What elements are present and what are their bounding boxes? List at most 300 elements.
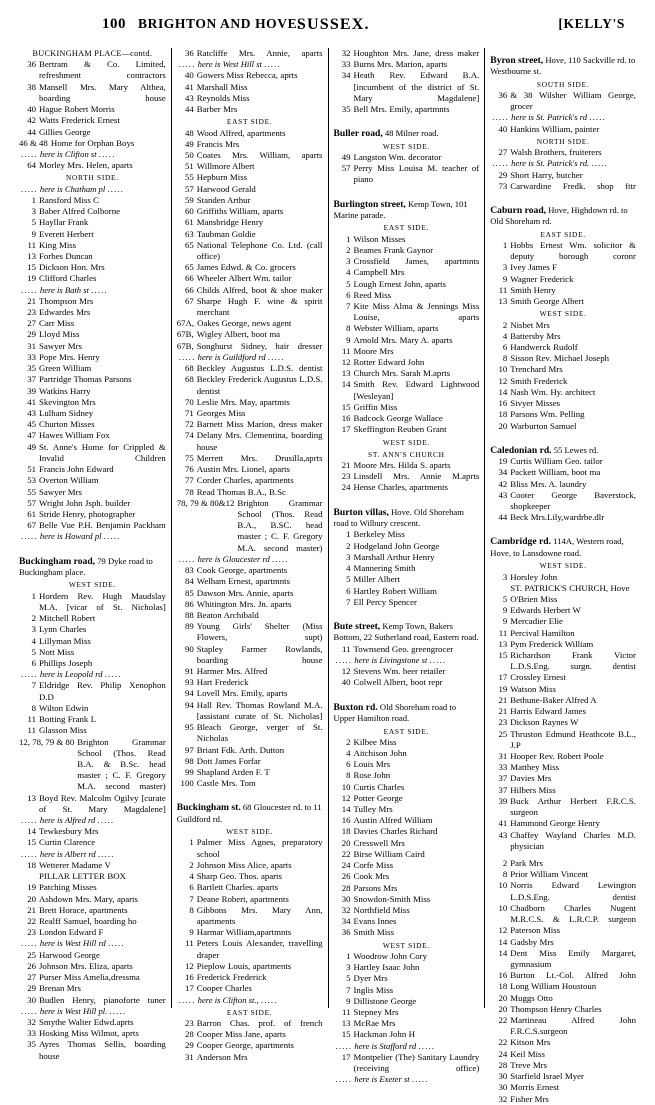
leader-dots-left: ..... — [335, 1040, 353, 1051]
entry-text: Ratcliffe Mrs. Annie, aparts — [196, 48, 323, 58]
directory-entry — [334, 804, 480, 815]
entry-number: 50 — [184, 149, 194, 160]
entry-number: 5 — [31, 646, 36, 657]
entry-text: Harwood Gerald — [196, 183, 256, 194]
entry-number: 51 — [27, 464, 36, 475]
directory-entry — [19, 307, 166, 318]
entry-number: 41 — [184, 81, 194, 92]
directory-entry — [490, 387, 636, 398]
entry-text: Thompson Henry Charles — [510, 1003, 602, 1014]
entry-number: 40 — [498, 123, 508, 134]
directory-entry — [177, 82, 323, 93]
entry-number: 31 — [498, 751, 508, 761]
entry-number: 17 — [184, 983, 194, 994]
entry-number: 100 — [180, 778, 194, 789]
entry-text: Francis Mrs — [196, 138, 240, 149]
entry-number: 14 — [341, 379, 351, 390]
entry-text: Forbes Duncan — [39, 250, 93, 261]
running-head-left: BRIGHTON AND HOVE. — [138, 16, 302, 31]
entry-number: 49 — [341, 151, 351, 162]
entry-text: Carwardine Fredk. shop fttr — [510, 180, 636, 191]
entry-number: 16 — [498, 398, 508, 409]
entry-number: 18 — [27, 859, 36, 870]
cross-street-label: here is Stafford rd — [352, 1040, 419, 1051]
entry-number: 39 — [498, 795, 508, 806]
entry-text: Muggs Otto — [510, 992, 553, 1003]
entry-number: 30 — [498, 1071, 508, 1082]
entry-text: Botting Frank L — [39, 714, 97, 725]
entry-number: 20 — [498, 992, 508, 1003]
entry-number: 22 — [341, 848, 351, 859]
entry-text: National Telephone Co. Ltd. (call office) — [196, 239, 323, 261]
entry-text: Crossfield James, apartmnts — [353, 256, 480, 267]
directory-entry — [177, 576, 323, 587]
entry-number: 32 — [341, 905, 351, 915]
directory-entry — [19, 613, 166, 624]
column-3 — [328, 48, 485, 1085]
directory-entry — [334, 962, 480, 973]
directory-entry — [490, 796, 636, 818]
entry-text: Dillistone George — [353, 995, 417, 1006]
entry-text: Skeffington Reuben Grant — [353, 424, 447, 435]
entry-text: Mercadier Elie — [510, 616, 563, 627]
entry-text: Cooper George, apartments — [196, 1040, 294, 1051]
entry-number: 27 — [498, 147, 508, 158]
leader-dots-left: ..... — [21, 148, 38, 159]
entry-text: Briant Fdk. Arth. Dutton — [196, 744, 285, 755]
entry-text: Stevens Wm. beer retailer — [353, 666, 446, 677]
entry-number: 70 — [184, 396, 194, 407]
directory-entry — [177, 296, 323, 318]
directory-entry — [177, 871, 323, 882]
entry-text: Heath Rev. Edward B.A. [incumbent of the district of St. Mary Magdalene] — [353, 70, 480, 103]
leader-dots-right: ..... — [97, 815, 115, 826]
entry-number: 18 — [498, 981, 508, 992]
cross-street-note — [19, 285, 166, 296]
directory-entry — [19, 871, 166, 882]
street-description: Hove. Old Shoreham road to Wilbury crescent. — [333, 506, 464, 529]
entry-number: 66 — [184, 273, 194, 284]
directory-entry — [490, 262, 636, 273]
entry-number: 14 — [498, 386, 508, 397]
entry-text: Hooper Rev. Robert Poole — [510, 751, 604, 761]
entry-text: Crossley Ernest — [510, 672, 566, 683]
directory-entry — [334, 335, 480, 346]
directory-entry — [490, 147, 636, 158]
entry-text: Thompson Mrs — [39, 295, 94, 306]
entry-number: 30 — [498, 1082, 508, 1093]
entry-text: Austin Alfred William — [353, 815, 433, 826]
entry-number: 26 — [341, 871, 351, 882]
entry-number: 9 — [502, 605, 508, 616]
directory-entry — [19, 680, 166, 702]
directory-entry — [334, 290, 480, 301]
directory-entry — [334, 234, 480, 245]
directory-entry — [177, 882, 323, 893]
entry-text: Parsons Mrs — [353, 882, 398, 893]
entry-text: Hobbs Ernest Wm. solicitor & deputy borough coronr — [510, 240, 636, 262]
entry-text: Moore Mrs. Hilda S. aparts — [353, 460, 451, 470]
street-description: 55 Lewes rd. — [551, 444, 599, 455]
directory-entry — [334, 782, 480, 793]
directory-entry — [19, 127, 166, 138]
entry-number: 84 — [184, 576, 194, 587]
entry-text: Hartley Isaac John — [353, 962, 420, 973]
directory-entry — [19, 927, 166, 938]
entry-number: 61 — [184, 217, 194, 228]
entry-number: 12 — [341, 792, 351, 803]
directory-entry — [177, 983, 323, 994]
directory-entry — [19, 229, 166, 240]
entry-text: Hankins William, painter — [510, 123, 600, 134]
entry-text: Tulley Mrs — [353, 804, 393, 815]
entry-text: Linsdell Mrs. Annie M.aprts — [353, 471, 480, 482]
entry-number: 78 — [184, 486, 194, 497]
entry-text: Colwell Albert, boot repr — [353, 677, 443, 688]
directory-entry — [177, 48, 323, 59]
directory-entry — [177, 644, 323, 666]
entry-number: 24 — [498, 1048, 508, 1059]
directory-entry — [177, 464, 323, 475]
entry-number: 11 — [27, 239, 36, 250]
cross-street-note — [19, 669, 166, 680]
entry-text: Hague Robert Morris — [39, 104, 115, 115]
directory-entry — [334, 529, 480, 540]
cross-street-label: here is Clifton st — [37, 148, 99, 159]
directory-entry — [490, 605, 636, 616]
entry-number: 78, 79 & 80&12 — [176, 497, 235, 508]
entry-number: 16 — [184, 972, 194, 983]
directory-entry — [490, 456, 636, 467]
entry-number: 11 — [342, 643, 351, 654]
directory-entry — [334, 927, 480, 938]
leader-dots-left: ..... — [335, 1074, 353, 1085]
entry-text: Cook Mrs — [353, 871, 390, 882]
directory-entry — [490, 90, 636, 112]
entry-text: Wetterer Madame V — [39, 859, 111, 870]
directory-entry — [19, 498, 166, 509]
entry-number: 14 — [498, 947, 508, 958]
directory-entry — [490, 751, 636, 762]
directory-entry — [177, 961, 323, 972]
cross-street-label: here is Guildford rd — [195, 351, 268, 362]
directory-entry — [334, 301, 480, 323]
directory-entry — [334, 985, 480, 996]
entry-number: 4 — [346, 267, 351, 278]
entry-number: 57 — [27, 497, 36, 508]
entry-text: Read Thomas B.A., B.Sc — [196, 486, 286, 497]
directory-entry — [177, 475, 323, 486]
entry-text: Songhurst Sidney, hair dresser — [196, 340, 323, 351]
block-spacer — [490, 432, 636, 438]
entry-text: Wagner Frederick — [510, 273, 574, 284]
directory-entry — [490, 124, 636, 135]
entry-text: Palmer Miss Agnes, preparatory school — [196, 837, 323, 859]
entry-text: Trenchard Mrs — [510, 364, 563, 375]
directory-entry — [177, 161, 323, 172]
entry-number: 94 — [184, 688, 194, 699]
leader-dots-right: ..... — [429, 655, 447, 666]
street-name: Buckingham road, — [19, 555, 96, 567]
directory-entry — [334, 737, 480, 748]
side-subheading: SOUTH SIDE. — [536, 79, 590, 89]
entry-text: Long William Houstoun — [510, 981, 597, 992]
directory-entry — [177, 341, 323, 352]
entry-number: 67A, — [176, 318, 195, 329]
cross-street-label: here is Clifton st., — [195, 994, 261, 1005]
directory-entry — [177, 318, 323, 329]
directory-entry — [490, 364, 636, 375]
entry-number: 46 & 48 — [19, 137, 48, 148]
entry-number: 1 — [346, 950, 351, 961]
leader-dots-right: ..... — [264, 59, 281, 70]
entry-text: Mannering Smith — [353, 563, 416, 574]
directory-entry — [19, 950, 166, 961]
street-description: 79 Dyke road to Buckingham place. — [19, 555, 153, 578]
directory-entry — [19, 860, 166, 871]
entry-text: Brighton Grammar School (Thos. Read B.A., B.SC. head master ; C. F. Gregory M.A. second master) — [237, 497, 323, 553]
entry-number: 27 — [27, 972, 36, 983]
directory-entry — [19, 894, 166, 905]
directory-entry — [19, 138, 166, 149]
entry-number: 18 — [341, 826, 351, 837]
entry-text: Skevington Mrs — [39, 396, 96, 407]
entry-text: Castle Mrs. Tom — [196, 778, 256, 789]
entry-number: 21 — [27, 904, 36, 915]
entry-text: Gillies George — [39, 126, 91, 137]
side-subheading: ST. ANN'S CHURCH — [368, 449, 445, 459]
entry-number: 57 — [184, 183, 194, 194]
directory-entry — [177, 1052, 323, 1063]
directory-entry — [19, 793, 166, 815]
entry-number: 99 — [184, 767, 194, 777]
leader-dots-left: ..... — [178, 994, 196, 1005]
directory-entry — [19, 160, 166, 171]
entry-text: James Edwd. & Co. grocers — [196, 262, 296, 273]
entry-text: Nisbet Mrs — [510, 319, 550, 330]
directory-entry — [177, 498, 323, 554]
entry-number: 11 — [342, 345, 351, 356]
leader-dots-right: ..... — [271, 553, 289, 564]
directory-entry — [334, 402, 480, 413]
entry-number: 12 — [498, 375, 508, 386]
entry-text: Lulham Sidney — [39, 408, 94, 418]
entry-text: Georges Miss — [196, 408, 246, 418]
entry-text: Dickson Raynes W — [510, 717, 579, 728]
directory-entry — [19, 826, 166, 837]
entry-text: Walsh Brothers, fruiterers — [510, 147, 602, 158]
directory-entry — [177, 894, 323, 905]
directory-entry — [490, 342, 636, 353]
entry-number: 45 — [27, 419, 36, 430]
entry-text: Park Mrs — [510, 857, 543, 868]
directory-entry — [490, 376, 636, 387]
directory-entry — [490, 1049, 636, 1060]
entry-number: 29 — [27, 329, 36, 340]
directory-entry — [490, 353, 636, 364]
street-name: Buxton rd. — [333, 701, 378, 713]
directory-entry — [334, 563, 480, 574]
entry-text: Perry Miss Louisa M. teacher of piano — [353, 163, 480, 185]
cross-street-note — [177, 554, 323, 565]
entry-text: Buck Arthur Herbert F.R.C.S. surgeon — [510, 795, 636, 818]
entry-text: Kilbee Miss — [353, 736, 397, 747]
entry-number: 33 — [27, 1028, 36, 1039]
directory-entry — [334, 471, 480, 482]
cross-street-label: here is West Hill st — [195, 59, 265, 70]
entry-number: 22 — [27, 916, 36, 926]
entry-number: 24 — [341, 860, 351, 871]
entry-text: Sisson Rev. Michael Joseph — [510, 353, 609, 364]
entry-number: 12 — [341, 357, 351, 368]
leader-dots-left: ..... — [178, 351, 196, 362]
leader-dots-left: ..... — [178, 553, 196, 564]
entry-number: 25 — [27, 949, 36, 960]
directory-entry — [19, 240, 166, 251]
cross-street-note — [334, 1041, 480, 1052]
directory-entry — [490, 869, 636, 880]
cross-street-note — [19, 815, 166, 826]
directory-entry — [177, 1018, 323, 1029]
entry-text: Mansbridge Henry — [196, 217, 264, 228]
entry-text: McRae Mrs — [353, 1018, 396, 1029]
entry-text: Wilton Edwin — [39, 702, 89, 713]
entry-number: 1 — [346, 529, 351, 540]
entry-number: 17 — [341, 1051, 351, 1062]
entry-text: Wood Alfred, apartments — [196, 127, 286, 138]
directory-entry — [19, 737, 166, 793]
directory-entry — [19, 916, 166, 927]
directory-entry — [19, 961, 166, 972]
block-spacer — [334, 494, 480, 500]
leader-dots-left: ..... — [21, 669, 38, 680]
entry-number: 1 — [31, 590, 36, 601]
entry-number: 7 — [31, 680, 36, 691]
entry-number: 2 — [346, 540, 351, 551]
entry-text: Cooter George Baverstock, shopkeeper — [510, 489, 636, 512]
entry-number: 12, 78, 79 & 80 — [19, 736, 75, 747]
entry-text: Reynolds Miss — [196, 92, 250, 103]
entry-number: 9 — [502, 616, 508, 627]
entry-text: Barnett Miss Marion, dress maker — [196, 419, 323, 430]
directory-entry — [490, 672, 636, 683]
entry-text: Bleach George, verger of St. Nicholas — [196, 722, 323, 744]
directory-entry — [177, 745, 323, 756]
entry-text: Tewkesbury Mrs — [39, 826, 99, 837]
entry-number: 93 — [184, 677, 194, 688]
entry-text: Harmer Mrs. Alfred — [196, 666, 268, 677]
cross-street-label: here is St. Patrick's rd. — [509, 158, 592, 169]
entry-text: Sawyer Mrs — [39, 486, 82, 497]
cross-street-label: here is Exeter st — [352, 1074, 412, 1085]
street-heading — [334, 621, 480, 644]
block-spacer — [19, 543, 166, 549]
entry-text: Marshall Arthur Henry — [353, 551, 435, 562]
directory-entry — [19, 296, 166, 307]
entry-number: 9 — [346, 995, 351, 1006]
entry-text: Warburton Samuel — [510, 420, 577, 431]
entry-number: 4 — [346, 563, 351, 574]
entry-text: Parsons Wm. Pelling — [510, 409, 585, 420]
column-container — [14, 48, 641, 1104]
entry-number: 83 — [184, 565, 194, 576]
cross-street-note — [177, 59, 323, 70]
entry-text: Watts Frederick Ernest — [39, 115, 120, 126]
directory-entry — [490, 785, 636, 796]
entry-number: 4 — [189, 871, 194, 882]
entry-number: 72 — [184, 419, 194, 430]
entry-number: 33 — [498, 762, 508, 773]
entry-number: 59 — [184, 194, 194, 205]
entry-text: Carr Miss — [39, 318, 75, 329]
entry-text: Frederick Frederick — [196, 972, 267, 983]
entry-number: 66 — [184, 284, 194, 295]
entry-number: 37 — [498, 773, 508, 784]
directory-entry — [19, 115, 166, 126]
entry-number: 8 — [346, 323, 351, 334]
directory-entry — [490, 970, 636, 981]
directory-entry — [490, 830, 636, 852]
entry-number: 9 — [502, 273, 508, 284]
directory-entry — [334, 1018, 480, 1029]
directory-entry — [334, 267, 480, 278]
entry-text: Birse William Caird — [353, 848, 425, 859]
entry-text: Packett William, boot ma — [510, 467, 601, 478]
entry-text: Wilson Misses — [353, 233, 406, 244]
entry-number: 49 — [27, 441, 36, 452]
entry-text: Oakes George, news agent — [197, 318, 292, 329]
entry-number: 3 — [346, 256, 351, 267]
entry-text: Hall Rev. Thomas Rowland M.A. [assistant curate of St. Nicholas] — [196, 699, 323, 721]
entry-number: 20 — [341, 837, 351, 848]
entry-text: Smith Rev. Edward Lightwood [Wesleyan] — [353, 379, 480, 401]
block-spacer — [334, 115, 480, 121]
entry-number: 44 — [184, 104, 194, 115]
entry-text: Hayllar Frank — [39, 217, 89, 228]
entry-text: Handwerck Rudolf — [510, 342, 578, 352]
entry-number: 11 — [27, 714, 36, 725]
entry-number: 20 — [498, 420, 508, 431]
entry-text: Beckley Frederick Augustus L.D.S. dentist — [196, 374, 323, 396]
directory-entry — [177, 217, 323, 228]
directory-entry — [334, 951, 480, 962]
street-name: Caburn road, — [490, 205, 547, 216]
directory-entry — [19, 341, 166, 352]
directory-entry — [19, 352, 166, 363]
entry-number: 68 — [184, 374, 194, 385]
entry-text: Woodrow John Cory — [353, 950, 427, 961]
entry-number: 34 — [498, 467, 508, 478]
block-spacer — [334, 608, 480, 614]
directory-entry — [177, 599, 323, 610]
entry-number: 32 — [498, 1093, 508, 1104]
entry-text: Smith Frederick — [510, 375, 568, 386]
entry-number: 48 — [184, 127, 194, 138]
entry-number: 13 — [498, 296, 508, 307]
entry-number: 35 — [341, 104, 351, 115]
cross-street-note — [177, 995, 323, 1006]
directory-entry — [19, 318, 166, 329]
entry-text: Percival Hamilton — [510, 627, 575, 638]
street-description: Kemp Town, Bakers Bottom, 22 Sutherland road, Eastern road. — [333, 621, 479, 643]
directory-entry — [490, 320, 636, 331]
directory-entry — [177, 206, 323, 217]
entry-number: 40 — [341, 677, 351, 688]
entry-text: Ransford Miss C — [39, 194, 100, 205]
entry-number: 4 — [502, 330, 508, 341]
entry-text: PILLAR LETTER BOX — [39, 871, 126, 882]
directory-entry — [334, 586, 480, 597]
